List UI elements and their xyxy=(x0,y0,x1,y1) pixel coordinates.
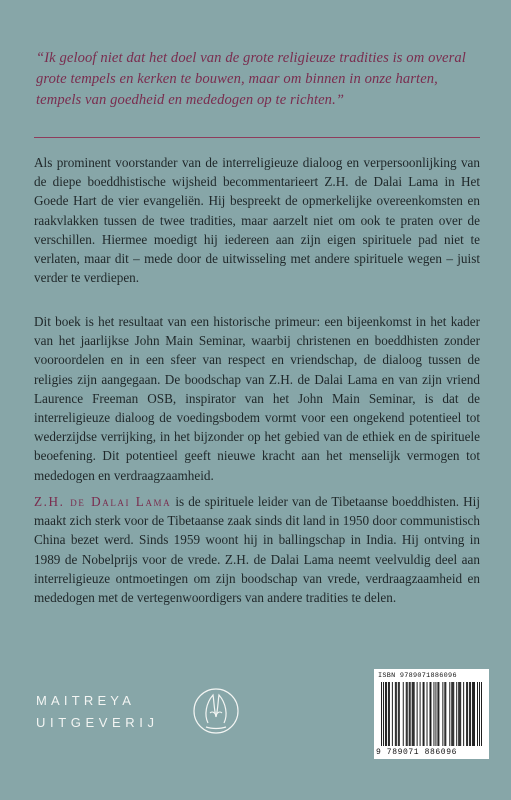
barcode-bar xyxy=(472,682,473,746)
barcode-bar xyxy=(470,682,471,746)
barcode-bar xyxy=(383,682,384,746)
barcode-bar xyxy=(444,682,445,746)
barcode-bar xyxy=(453,682,454,746)
barcode-bar xyxy=(381,682,382,746)
quote-divider xyxy=(34,137,480,138)
barcode-bar xyxy=(399,682,400,746)
lotus-hands-icon xyxy=(186,683,246,739)
barcode-bar xyxy=(437,682,438,746)
barcode-bar xyxy=(459,682,460,746)
author-bio-paragraph xyxy=(34,492,480,607)
barcode-bar xyxy=(424,682,425,746)
barcode-bar xyxy=(413,682,414,746)
barcode-bar xyxy=(407,682,408,746)
barcode-bar xyxy=(388,682,389,746)
barcode-bar xyxy=(396,682,397,746)
barcode-bar xyxy=(392,682,393,746)
barcode-bar xyxy=(477,682,478,746)
barcode-bar xyxy=(423,682,424,746)
author-bio-text: is de spirituele leider van de Tibetaanse boeddhisten. Hij maakt zich sterk voor de Tibetaanse zaak sinds dit land in 1950 door communistisch China bezet werd. Sinds 1959 woont hij in ballingschap in India. Hij ontving in 1989 de Nobelprijs voor de vrede. Z.H. de Dalai Lama neemt veelvuldig deel aan interreligieuze ontmoetingen om zijn boodschap van vrede, verdraagzaamheid en mededogen met de vertegenwoordigers van andere tradities te delen. xyxy=(34,494,481,606)
barcode-bar xyxy=(433,682,434,746)
barcode-bar xyxy=(445,682,446,746)
barcode-bar xyxy=(435,682,436,746)
barcode-bar xyxy=(451,682,452,746)
isbn-label: ISBN 9789071886096 xyxy=(378,672,457,680)
barcode-bar xyxy=(467,682,468,746)
barcode-bar xyxy=(474,682,475,746)
barcode-bar xyxy=(473,682,474,746)
description-paragraph-1: Als prominent voorstander van de interreligieuze dialoog en verpersoonlijking van de diepe boeddhistische wijsheid becommentarieert Z.H. de Dalai Lama in Het Goede Hart de vier evangeliën. Hij bespreekt de opmerkelijke overeenkomsten en raakvlakken tussen de twee tradities, maar aarzelt niet om ook te praten over de verschillen. Hiermee moedigt hij iedereen aan zijn eigen spirituele pad niet te verlaten, maar dit – mede door de uitwisseling met andere spirituele wegen – juist verder te verdiepen. xyxy=(34,155,480,286)
barcode-bar xyxy=(409,682,410,746)
barcode-bar xyxy=(389,682,390,746)
barcode-bar xyxy=(456,682,457,746)
barcode-bar xyxy=(469,682,470,746)
isbn-barcode xyxy=(374,669,489,759)
barcode-bar xyxy=(385,682,386,746)
barcode-bar xyxy=(410,682,411,746)
author-name: Z.H. de Dalai Lama xyxy=(34,494,172,509)
barcode-bar xyxy=(406,682,407,746)
barcode-bar xyxy=(460,682,461,746)
barcode-bar xyxy=(403,682,404,746)
barcode-bar xyxy=(398,682,399,746)
publisher-logo xyxy=(36,685,256,745)
barcode-bar xyxy=(431,682,432,746)
barcode-bar xyxy=(438,682,439,746)
ean-digits: 9 789071 886096 xyxy=(376,748,458,757)
publisher-name-line1: MAITREYA xyxy=(36,693,136,708)
barcode-bar xyxy=(427,682,428,746)
barcode-bar xyxy=(463,682,464,746)
barcode-bar xyxy=(452,682,453,746)
pull-quote: “Ik geloof niet dat het doel van de grote religieuze tradities is om overal grote tempels en kerken te bouwen, maar om binnen in onze harten, tempels van goedheid en mededogen op te richten.” xyxy=(36,50,466,108)
barcode-bar xyxy=(414,682,415,746)
barcode-bar xyxy=(417,682,418,746)
barcode-bar xyxy=(430,682,431,746)
barcode-bar xyxy=(481,682,482,746)
barcode-bar xyxy=(442,682,443,746)
barcode-bars xyxy=(381,682,482,746)
barcode-bar xyxy=(449,682,450,746)
barcode-bar xyxy=(466,682,467,746)
barcode-bar xyxy=(458,682,459,746)
barcode-bar xyxy=(412,682,413,746)
barcode-bar xyxy=(386,682,387,746)
description-paragraph-2: Dit boek is het resultaat van een historische primeur: een bijeenkomst in het kader van het jaarlijkse John Main Seminar, waarbij christenen en boeddhisten zonder vooroordelen en in een sfeer van respect en vriendschap, de dialoog tussen de religies zijn aangegaan. De boodschap van Z.H. de Dalai Lama en van zijn vriend Laurence Freeman OSB, inspirator van het John Main Seminar, is dat de interreligieuze dialoog de voedingsbodem vormt voor een ongekend potentieel tot wederzijdse verrijking, in het bijzonder op het gebied van de ethiek en de spirituele beoefening. Dit potentieel geeft nieuwe kracht aan het menselijk vermogen tot mededogen en verdraagzaamheid. xyxy=(34,314,480,483)
publisher-name-line2: UITGEVERIJ xyxy=(36,715,159,730)
barcode-bar xyxy=(395,682,396,746)
barcode-bar xyxy=(479,682,480,746)
barcode-bar xyxy=(420,682,421,746)
